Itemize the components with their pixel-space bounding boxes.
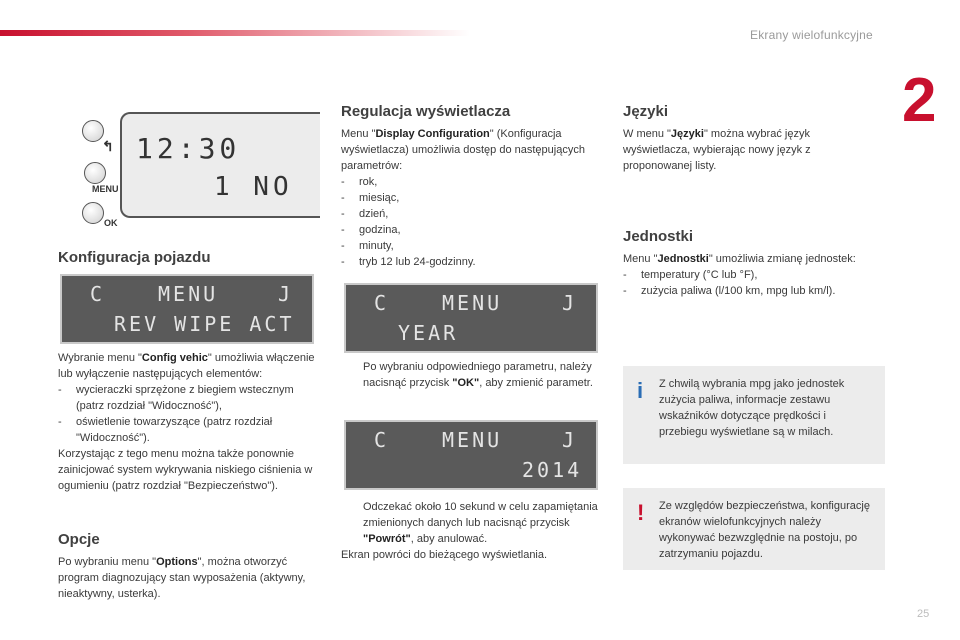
konfiguracja-note: Korzystając z tego menu można także ponownie zainicjować system wykrywania niskiego ciśnienia w ogumieniu (patrz rozdział "Bezpieczeństwo").: [58, 448, 313, 492]
lcd-line1-mid: MENU: [442, 428, 503, 452]
page-number: 25: [917, 608, 930, 620]
warning-icon: !: [637, 500, 645, 525]
lcd-line2: REV WIPE ACT: [114, 312, 295, 336]
jednostki-intro: Menu "Jednostki" umożliwia zmianę jednostek:: [623, 253, 856, 265]
step-final-note: Ekran powróci do bieżącego wyświetlania.: [341, 549, 548, 561]
list-item: - temperatury (°C lub °F),: [623, 269, 758, 281]
list-item: - zużycia paliwa (l/100 km, mpg lub km/l).: [623, 285, 836, 297]
heading-konfiguracja: Konfiguracja pojazdu: [58, 249, 211, 266]
ok-button: [82, 202, 104, 224]
warning-text: Ze względów bezpieczeństwa, konfigurację ekranów wielofunkcyjnych należy wykonywać bezwzględnie na postoju, po zatrzymaniu pojazdu.: [659, 500, 870, 560]
info-box: [623, 366, 885, 464]
konfiguracja-intro: Wybranie menu "Config vehic" umożliwia włączenie lub wyłączenie następujących elementów:: [58, 352, 315, 380]
back-button: [82, 120, 104, 142]
lcd-config-vehic: [60, 274, 314, 344]
lcd-line1-left: C: [374, 291, 390, 315]
lcd-line2: 2014: [522, 458, 583, 482]
list-item: - dzień,: [341, 208, 389, 220]
ok-button-label: OK: [104, 218, 118, 228]
display-row-2: 1 NO: [214, 172, 293, 202]
heading-jezyki: Języki: [623, 103, 669, 120]
opcje-body: Po wybraniu menu "Options", można otworzyć program diagnozujący stan wyposażenia (aktywny, nieaktywny, usterka).: [58, 556, 306, 600]
lcd-line1-right: J: [562, 428, 578, 452]
radio-display: [120, 112, 320, 218]
lcd-line1-right: J: [562, 291, 578, 315]
heading-regulacja: Regulacja wyświetlacza: [341, 103, 511, 120]
radio-panel-illustration: [80, 112, 320, 228]
list-item: - godzina,: [341, 224, 401, 236]
step-1: Po wybraniu odpowiedniego parametru, należy nacisnąć przycisk "OK", aby zmienić parametr.: [341, 359, 599, 391]
back-arrow-icon: ↰: [102, 138, 114, 154]
step-bullet-icon: [341, 359, 363, 391]
lcd-year: [344, 283, 598, 353]
konfiguracja-body: [58, 350, 320, 494]
list-item: - miesiąc,: [341, 192, 400, 204]
chapter-number: 2: [902, 66, 937, 135]
step-2: Odczekać około 10 sekund w celu zapamiętania zmienionych danych lub nacisnąć przycisk "Powrót", aby anulować. Ekran powróci do bieżącego wyświetlania.: [341, 501, 598, 561]
regulacja-intro: Menu "Display Configuration" (Konfiguracja wyświetlacza) umożliwia dostęp do następujących parametrów:: [341, 128, 585, 172]
warning-box: [623, 488, 885, 570]
heading-opcje: Opcje: [58, 531, 100, 548]
heading-jednostki: Jednostki: [623, 228, 694, 245]
lcd-line1-left: C: [90, 282, 106, 306]
menu-button-label: MENU: [92, 184, 119, 194]
jednostki-body: [623, 251, 885, 299]
info-icon: i: [637, 378, 644, 403]
menu-button: [84, 162, 106, 184]
lcd-line1-mid: MENU: [442, 291, 503, 315]
list-item: - wycieraczki sprzężone z biegiem wstecznym (patrz rozdział "Widoczność"),: [58, 384, 294, 412]
lcd-2014: [344, 420, 598, 490]
step-bullet-icon: [341, 499, 363, 547]
regulacja-body: [341, 126, 599, 270]
list-item: - tryb 12 lub 24-godzinny.: [341, 256, 476, 268]
jezyki-body: W menu "Języki" można wybrać język wyświetlacza, wybierając nowy język z proponowanej listy.: [623, 128, 811, 172]
list-item: - rok,: [341, 176, 378, 188]
lcd-line1-left: C: [374, 428, 390, 452]
header-accent-bar: [0, 30, 470, 36]
time-readout: 12:30: [136, 132, 241, 165]
list-item: - minuty,: [341, 240, 394, 252]
list-item: - oświetlenie towarzyszące (patrz rozdział "Widoczność").: [58, 416, 273, 444]
lcd-line1-mid: MENU: [158, 282, 219, 306]
section-label: Ekrany wielofunkcyjne: [750, 28, 873, 42]
lcd-line1-right: J: [278, 282, 294, 306]
lcd-line2: YEAR: [398, 321, 459, 345]
info-text: Z chwilą wybrania mpg jako jednostek zużycia paliwa, informacje zestawu wskaźników dotyczące prędkości i przebiegu wyświetlane są w milach.: [659, 378, 845, 438]
